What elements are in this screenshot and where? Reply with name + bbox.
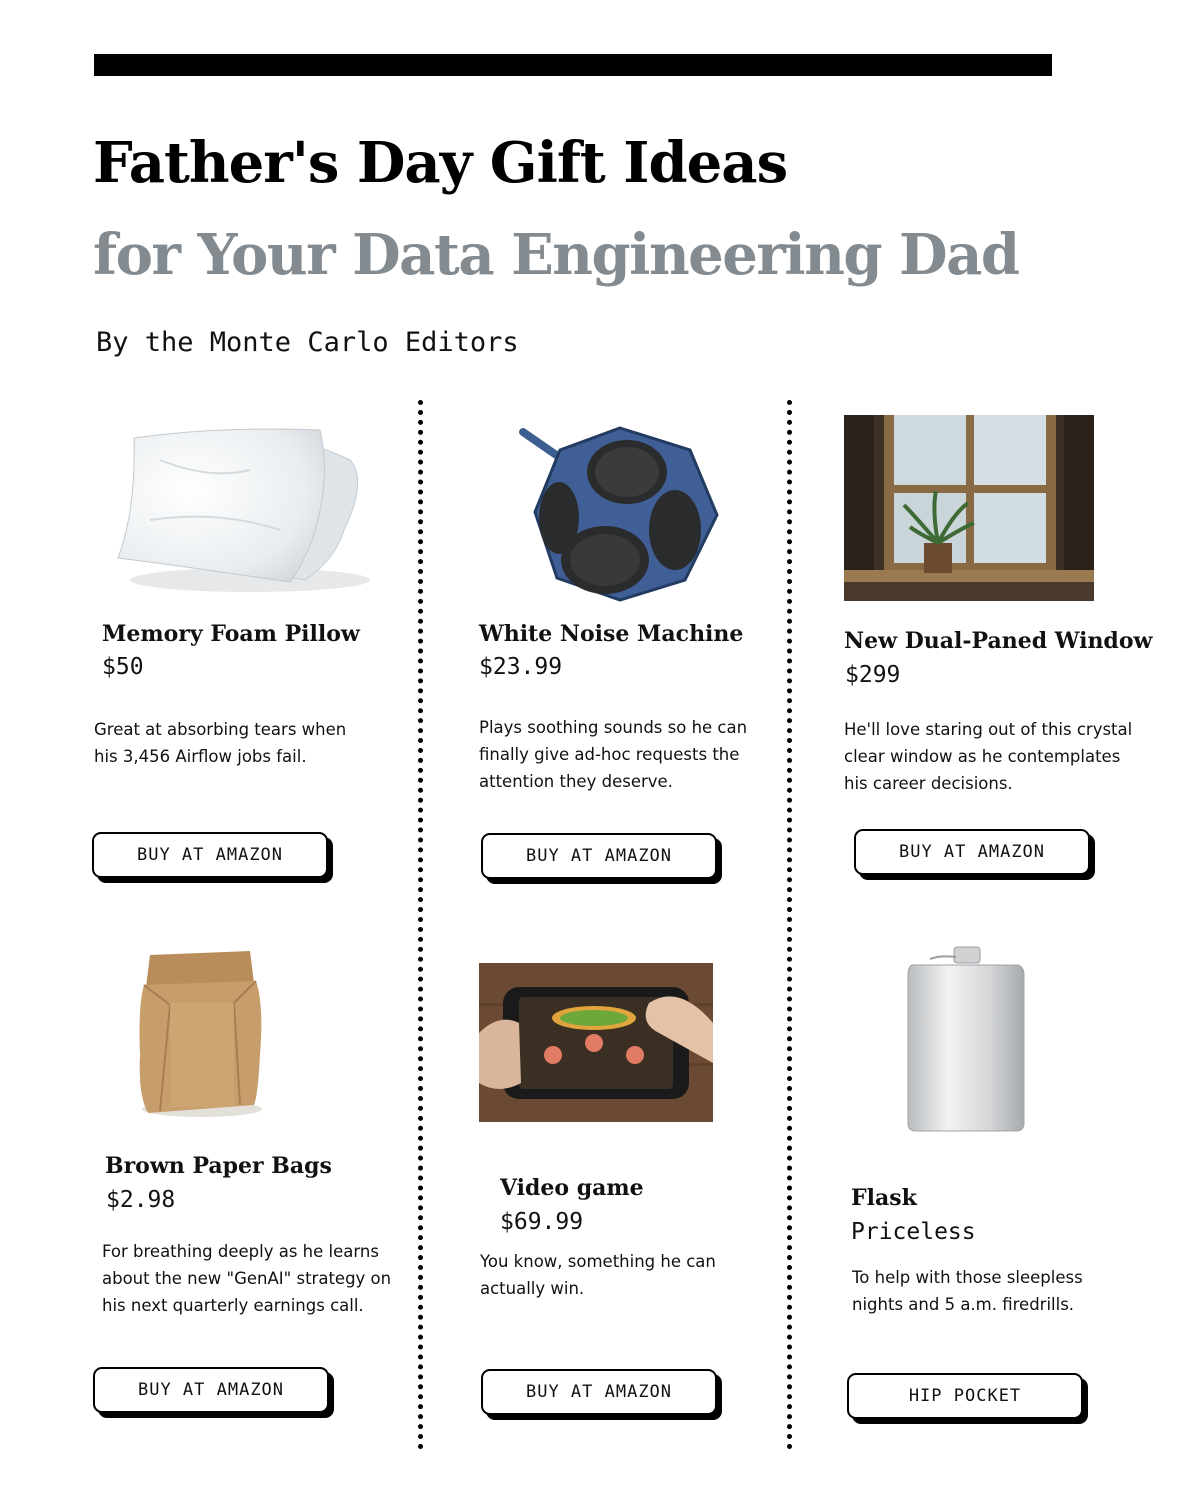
page-title: Father's Day Gift Ideas bbox=[93, 130, 788, 196]
item-price: $69.99 bbox=[500, 1209, 584, 1235]
phone-game-photo bbox=[479, 963, 713, 1122]
item-name: Video game bbox=[500, 1175, 644, 1201]
item-name: Memory Foam Pillow bbox=[102, 621, 360, 647]
buy-at-amazon-button[interactable]: BUY AT AMAZON bbox=[481, 1369, 717, 1415]
item-price: $299 bbox=[845, 662, 901, 688]
item-description: You know, something he can actually win. bbox=[480, 1252, 716, 1298]
item-name: Flask bbox=[851, 1185, 917, 1211]
dodecahedron-speaker-photo bbox=[505, 420, 735, 605]
item-name: New Dual-Paned Window bbox=[844, 628, 1153, 654]
column-divider bbox=[787, 400, 792, 1450]
item-name: Brown Paper Bags bbox=[105, 1153, 332, 1179]
pillows-photo bbox=[100, 420, 375, 600]
hip-flask-photo bbox=[900, 945, 1030, 1135]
byline: By the Monte Carlo Editors bbox=[96, 327, 519, 358]
buy-at-amazon-button[interactable]: BUY AT AMAZON bbox=[481, 833, 717, 879]
item-price: $23.99 bbox=[479, 654, 563, 680]
page-subtitle: for Your Data Engineering Dad bbox=[93, 222, 1019, 288]
paper-bag-photo bbox=[130, 945, 275, 1120]
item-price: $2.98 bbox=[106, 1187, 176, 1213]
item-description: Plays soothing sounds so he can finally give ad-hoc requests the attention they deserve. bbox=[479, 718, 748, 791]
item-description: For breathing deeply as he learns about the new "GenAI" strategy on his next quarterly earnings call. bbox=[102, 1242, 392, 1315]
hip-pocket-button[interactable]: HIP POCKET bbox=[847, 1373, 1083, 1419]
item-price: Priceless bbox=[851, 1219, 976, 1245]
buy-at-amazon-button[interactable]: BUY AT AMAZON bbox=[854, 829, 1090, 875]
window-with-plant-photo bbox=[844, 415, 1094, 601]
buy-at-amazon-button[interactable]: BUY AT AMAZON bbox=[93, 1367, 329, 1413]
item-description: Great at absorbing tears when his 3,456 Airflow jobs fail. bbox=[94, 720, 347, 766]
item-description: He'll love staring out of this crystal clear window as he contemplates his career decisions. bbox=[844, 720, 1133, 793]
item-name: White Noise Machine bbox=[479, 621, 744, 647]
column-divider bbox=[418, 400, 423, 1450]
item-price: $50 bbox=[102, 654, 144, 680]
buy-at-amazon-button[interactable]: BUY AT AMAZON bbox=[92, 832, 328, 878]
item-description: To help with those sleepless nights and 5 a.m. firedrills. bbox=[852, 1268, 1083, 1314]
header-rule bbox=[94, 54, 1052, 76]
